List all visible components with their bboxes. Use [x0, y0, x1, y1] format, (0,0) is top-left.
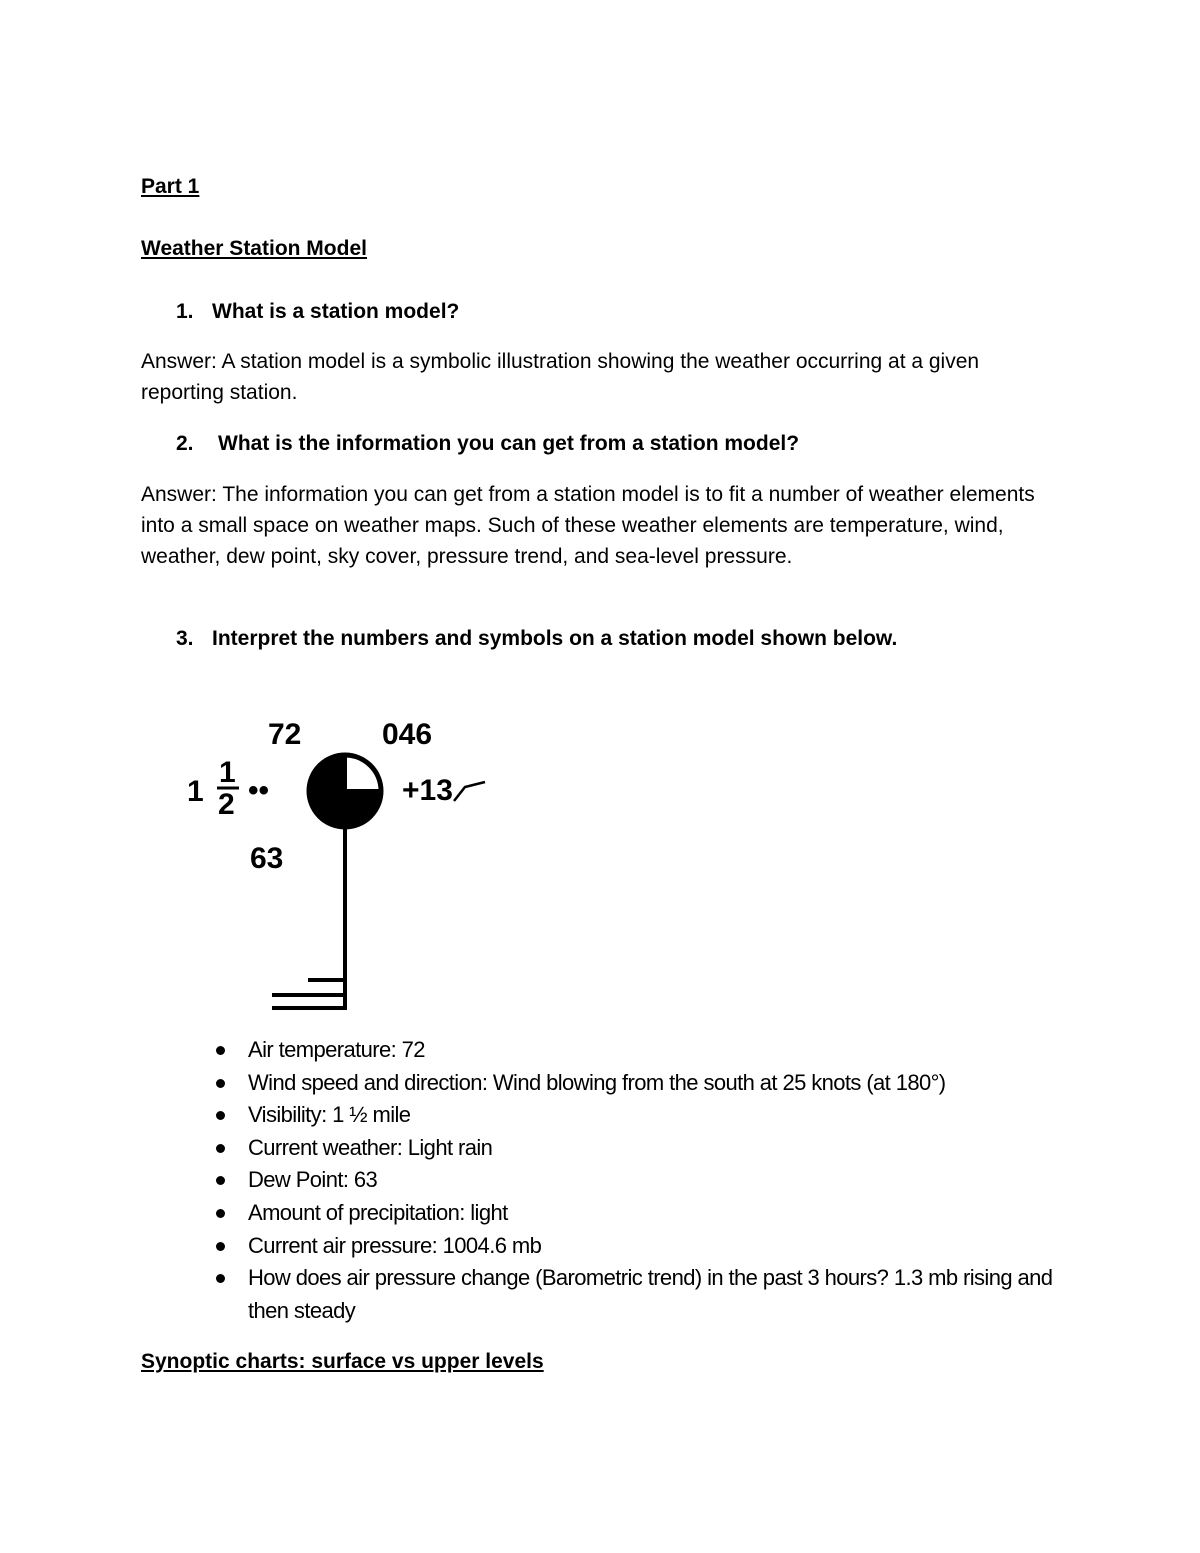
list-item [210, 1230, 1070, 1263]
bullet-icon [216, 1111, 225, 1120]
visibility-denominator: 2 [218, 788, 235, 821]
bullet-icon [216, 1079, 225, 1088]
list-item-text: How does air pressure change (Barometric trend) in the past 3 hours? 1.3 mb rising and then steady [248, 1265, 1053, 1323]
bullet-icon [216, 1209, 225, 1218]
list-item [210, 1132, 1070, 1165]
pressure-label: 046 [382, 718, 433, 751]
list-item [210, 1197, 1070, 1230]
answer-1: Answer: A station model is a symbolic illustration showing the weather occurring at a given reporting station. [141, 350, 980, 404]
question-number: 2. [176, 432, 194, 455]
question-text: What is a station model? [212, 300, 460, 323]
pressure-change-label: +13 [402, 774, 453, 807]
list-item [210, 1067, 1070, 1100]
question-2 [176, 432, 799, 456]
visibility-whole: 1 [187, 775, 204, 808]
list-item-text: Current air pressure: 1004.6 mb [248, 1232, 542, 1258]
temperature-label: 72 [268, 718, 302, 751]
list-item-text: Amount of precipitation: light [248, 1199, 508, 1225]
question-3 [176, 627, 897, 651]
weather-symbol: •• [248, 774, 270, 807]
list-item-text: Air temperature: 72 [248, 1037, 425, 1062]
interpretation-list [210, 1034, 1070, 1327]
pressure-tendency-icon [454, 782, 485, 801]
question-text: What is the information you can get from a station model? [218, 432, 800, 455]
bullet-icon [216, 1144, 225, 1153]
list-item-text: Dew Point: 63 [248, 1167, 378, 1193]
answer-2: Answer: The information you can get from a station model is to fit a number of weather elements into a small space on weather maps. Such of these weather elements are temperature, wind, weather, dew point, sky cover, pressure trend, and sea-level pressure. [141, 483, 1035, 568]
synoptic-section-title: Synoptic charts: surface vs upper levels [141, 1350, 544, 1373]
list-item [210, 1262, 1070, 1327]
list-item-text: Wind speed and direction: Wind blowing from the south at 25 knots (at 180°) [248, 1069, 946, 1095]
bullet-icon [216, 1046, 225, 1055]
bullet-icon [216, 1176, 225, 1185]
question-number: 3. [176, 627, 194, 650]
visibility-numerator: 1 [219, 756, 236, 789]
list-item [210, 1034, 1070, 1067]
section-title: Weather Station Model [141, 237, 367, 260]
question-1 [176, 300, 459, 324]
station-model-diagram [180, 700, 510, 1020]
bullet-icon [216, 1274, 225, 1283]
dew-point-label: 63 [250, 842, 284, 875]
bullet-icon [216, 1242, 225, 1251]
part-title: Part 1 [141, 175, 200, 198]
list-item-text: Current weather: Light rain [248, 1134, 493, 1160]
list-item [210, 1164, 1070, 1197]
list-item [210, 1099, 1070, 1132]
list-item-text: Visibility: 1 ½ mile [248, 1102, 411, 1128]
question-text: Interpret the numbers and symbols on a station model shown below. [212, 627, 898, 650]
question-number: 1. [176, 300, 194, 323]
